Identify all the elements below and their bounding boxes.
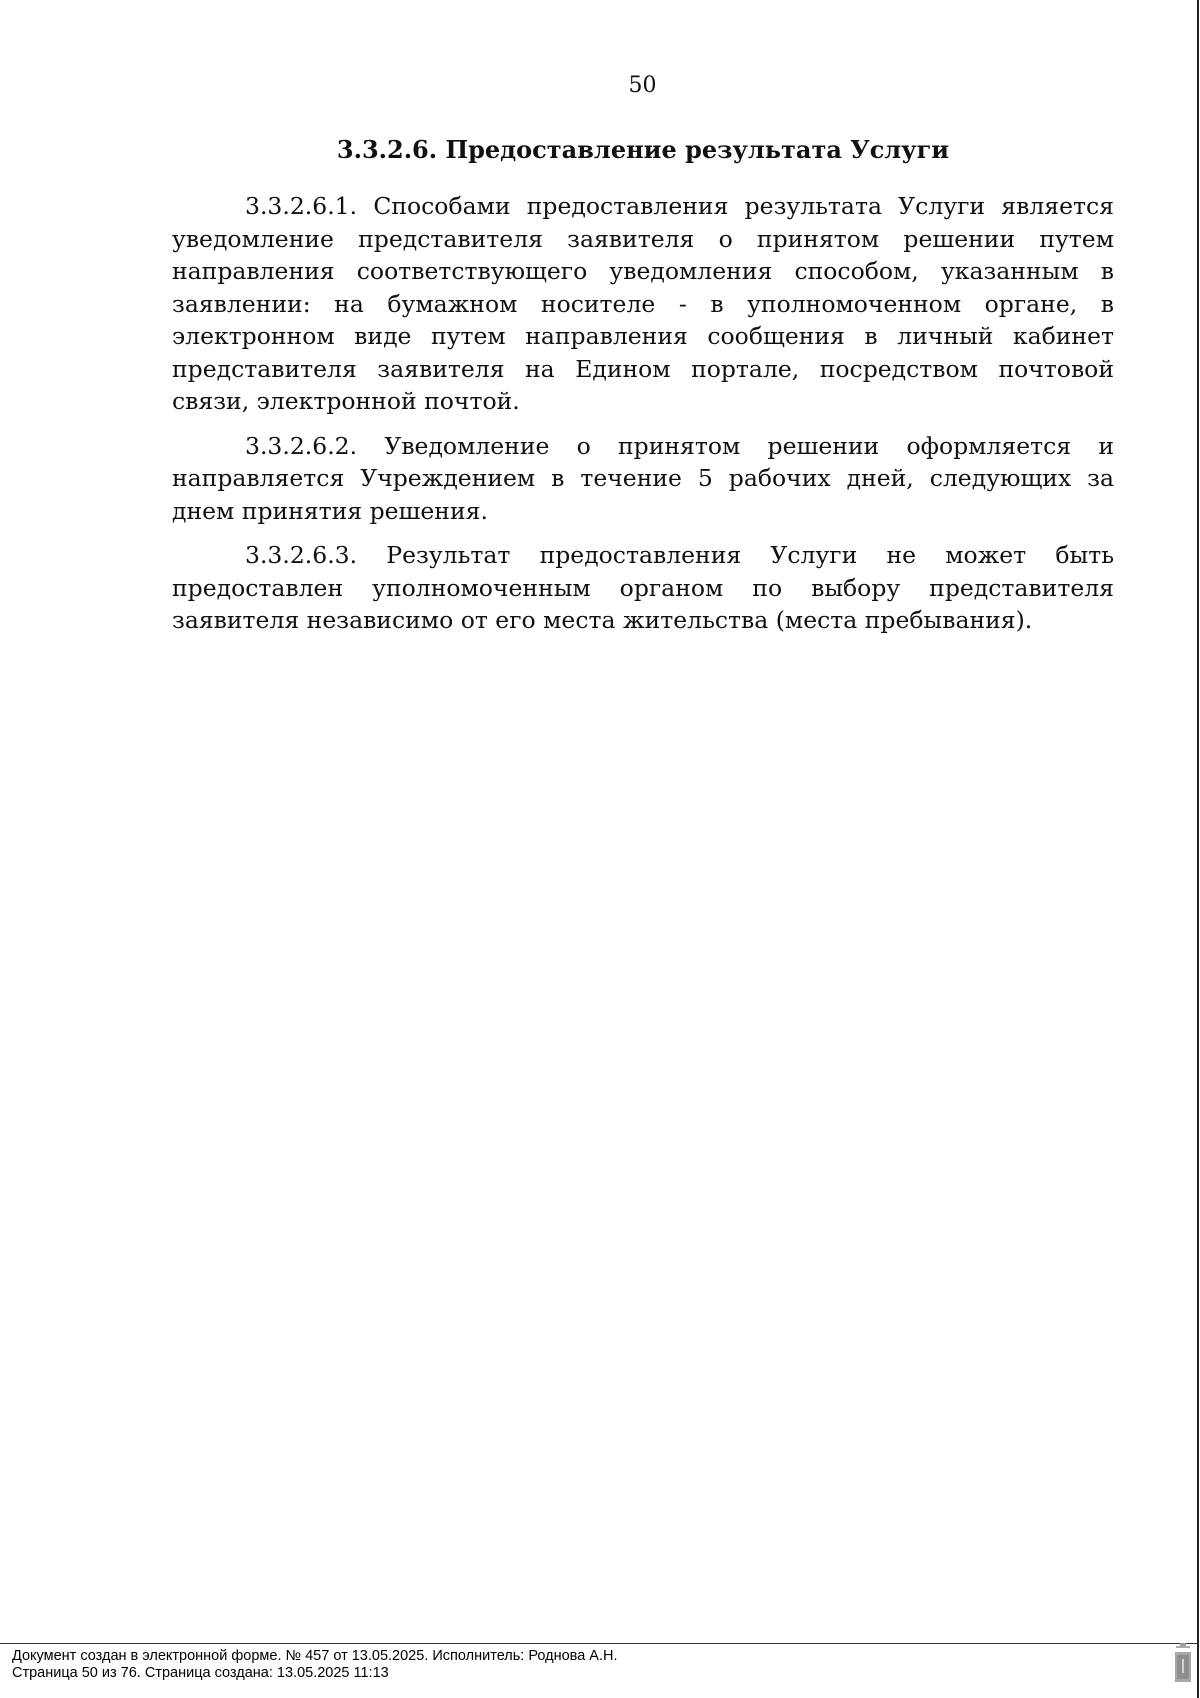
footer-page-info: Страница 50 из 76. Страница создана: 13.05.2025 11:13 (12, 1665, 389, 1681)
footer-divider (0, 1643, 1197, 1644)
section-title: 3.3.2.6. Предоставление результата Услуги (336, 135, 950, 164)
section-body (172, 190, 1114, 649)
paragraph-3-3-2-6-3: 3.3.2.6.3. Результат предоставления Услуги не может быть предоставлен уполномоченным органом по выбору представителя заявителя независимо от его места жительства (места пребывания). (172, 541, 1114, 634)
page-border (1197, 0, 1199, 1698)
page-number: 50 (628, 73, 657, 98)
footer-document-info: Документ создан в электронной форме. № 457 от 13.05.2025. Исполнитель: Роднова А.Н. (12, 1648, 618, 1664)
footer (12, 1648, 618, 1682)
coat-of-arms-icon (1174, 1643, 1192, 1683)
paragraph-3-3-2-6-2: 3.3.2.6.2. Уведомление о принятом решении оформляется и направляется Учреждением в течение 5 рабочих дней, следующих за днем принятия решения. (172, 431, 1114, 525)
paragraph-3-3-2-6-1: 3.3.2.6.1. Способами предоставления результата Услуги является уведомление представителя заявителя о принятом решении путем направления соответствующего уведомления способом, указанным в заявлении: на бумажном носителе - в уполномоченном органе, в электронном виде путем направления сообщения в личный кабинет представителя заявителя на Едином портале, посредством почтовой связи, электронной почтой. (172, 192, 1114, 415)
